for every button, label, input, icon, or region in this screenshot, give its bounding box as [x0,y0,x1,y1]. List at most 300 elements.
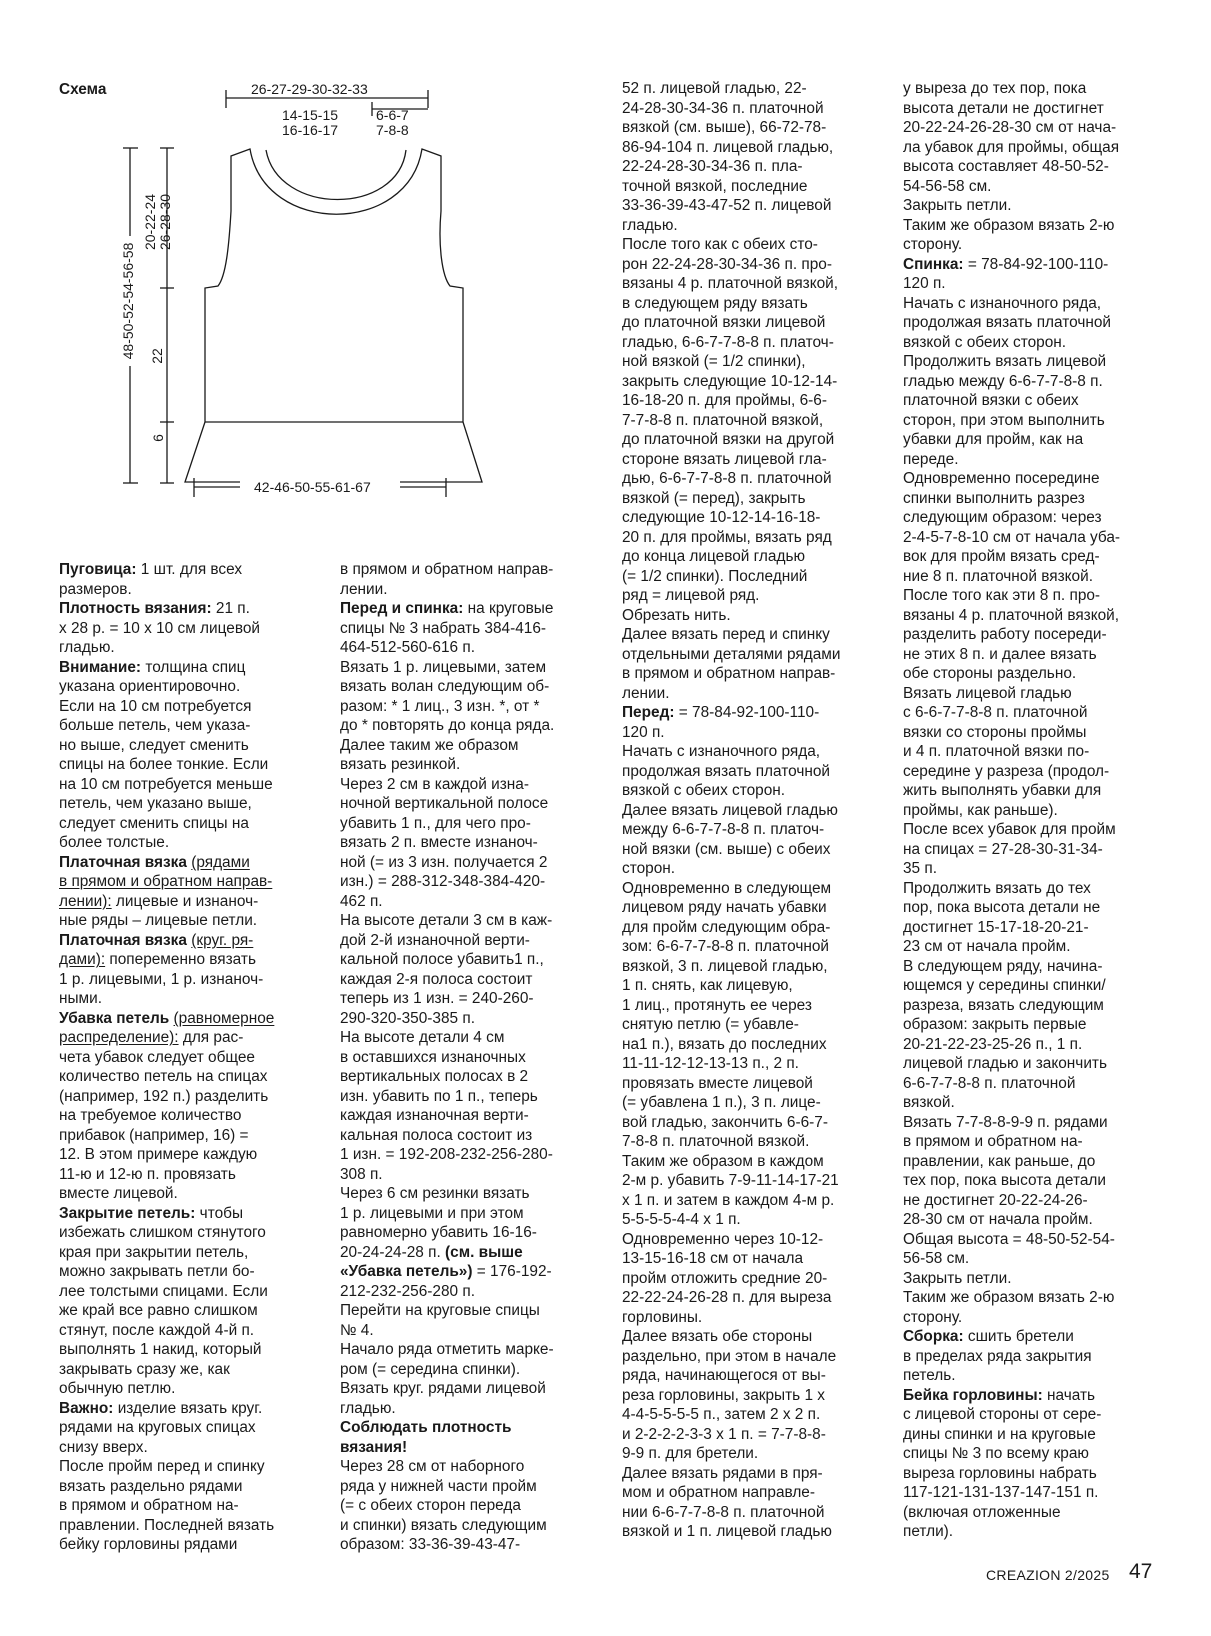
text-line: 212-232-256-280 п. [340,1282,475,1300]
text-line: высота составляет 48-50-52- [903,158,1109,175]
text-line: (включая отложенные [903,1503,1061,1521]
underlined-note: лении): [59,892,112,910]
diagram-title: Схема [59,81,107,98]
text-line: Вязать круг. рядами лицевой [340,1380,546,1397]
text-line [340,1438,590,1458]
text-line: спицы на более тонкие. Если [59,756,269,773]
text-span: сшить бретели [963,1328,1074,1345]
text-span: на круговые [463,600,554,617]
bottom-width-label: 42-46-50-55-61-67 [254,479,371,495]
text-line: лении. [340,580,388,598]
text-line: Начать с изнаночного ряда, [622,743,821,760]
text-line: гладью. [622,216,678,234]
text-line: сторону. [903,236,963,253]
text-line: зом: 6-6-7-7-8-8 п. платочной [622,938,830,955]
text-span: 1 шт. для всех [136,561,243,578]
text-line: 23 см от начала пройм. [903,938,1071,955]
text-line: 11-11-12-12-13-13 п., 2 п. [622,1055,799,1072]
text-line [59,931,314,951]
text-line [903,1327,1163,1347]
text-line: реза горловины, закрыть 1 х [622,1386,825,1404]
text-column-4 [903,79,1163,1542]
text-line: Одновременно посередине [903,470,1100,487]
text-line: но выше, следует сменить [59,736,249,754]
text-line: дины спинки и на круговые [903,1425,1096,1443]
text-line: теперь из 1 изн. = 240-260- [340,990,534,1007]
text-span: 21 п. [211,600,250,617]
text-line: лее толстыми спицами. Если [59,1282,268,1300]
text-line: Таким же образом в каждом [622,1152,824,1170]
text-line: между 6-6-7-7-8-8 п. платоч- [622,821,825,838]
bold-term: Убавка петель [59,1009,170,1027]
text-line: Общая высота = 48-50-52-54- [903,1230,1115,1248]
text-line: стянут, после каждой 4-й п. [59,1321,255,1339]
strap-width-label-1: 6-6-7 [376,107,409,123]
text-line [340,1418,590,1438]
text-line: до конца лицевой гладью [622,548,806,565]
text-line: на спицах = 27-28-30-31-34- [903,840,1103,858]
text-line [903,255,1163,275]
underlined-note: (рядами [191,853,250,871]
text-line: и спинки) вязать следующим [340,1516,547,1534]
body-height-label: 22 [149,348,165,364]
text-line: 117-121-131-137-147-151 п. [903,1484,1099,1501]
text-line: избежать слишком стянутого [59,1224,266,1241]
text-line: продолжая вязать платочной [903,314,1112,331]
text-line: 24-28-30-34-36 п. платочной [622,99,824,117]
text-line: не этих 8 п. и далее вязать [903,645,1097,663]
bold-term: Перед и спинка: [340,600,464,617]
text-line: Одновременно через 10-12- [622,1230,824,1248]
text-line: вязать резинкой. [340,756,461,773]
text-line: вязать раздельно рядами [59,1477,243,1495]
text-column-1 [59,560,314,1555]
text-line: закрыть следующие 10-12-14- [622,372,838,390]
text-line: у выреза до тех пор, пока [903,80,1087,97]
text-line: прибавок (например, 16) = [59,1126,249,1144]
neck-width-label-1: 14-15-15 [282,107,339,123]
text-line: Таким же образом вязать 2-ю [903,1289,1115,1306]
text-line: х 1 п. и затем в каждом 4-м р. [622,1191,835,1209]
text-line: После того как эти 8 п. про- [903,587,1101,604]
text-line: Вязать 7-7-8-8-9-9 п. рядами [903,1113,1108,1131]
text-line: (например, 192 п.) разделить [59,1087,269,1105]
text-span: 20-24-24-28 п. [340,1243,441,1261]
text-line: Таким же образом вязать 2-ю [903,216,1115,234]
text-line: правлении. Последней вязать [59,1516,275,1534]
text-line: Далее вязать рядами в пря- [622,1464,823,1482]
underlined-note: дами): [59,951,106,968]
armhole-height-label-1: 20-22-24 [142,193,158,251]
bold-term: Закрытие петель: [59,1204,196,1222]
text-line: Если на 10 см потребуется [59,697,252,715]
underlined-note: распределение): [59,1029,179,1046]
text-line: в следующем ряду вязать [622,294,808,312]
text-line: На высоте детали 3 см в каж- [340,912,553,929]
text-line: ла убавок для проймы, общая [903,138,1120,156]
text-span: попеременно вязать [105,951,256,968]
text-line: (= 1/2 спинки). Последний [622,567,808,585]
text-line: Далее таким же образом [340,736,519,754]
text-line: После того как с обеих сто- [622,236,818,253]
text-line: 1 р. лицевыми, 1 р. изнаноч- [59,970,264,988]
text-span: изделие вязать круг. [113,1399,263,1417]
neck-band [266,150,406,200]
text-line: вязкой с обеих сторон. [903,333,1067,351]
text-line: снятую петлю (= убавле- [622,1016,799,1033]
text-line: Далее вязать перед и спинку [622,626,830,643]
text-line: следующим образом: через [903,509,1102,526]
text-line: 1 п. снять, как лицевую, [622,977,793,994]
text-line: 56-58 см. [903,1250,970,1267]
text-line: дой 2-й изнаночной верти- [340,931,530,949]
text-line: образом: 33-36-39-43-47- [340,1536,521,1553]
text-line: вязать волан следующим об- [340,678,550,695]
schematic-diagram [110,76,490,516]
text-line: 290-320-350-385 п. [340,1009,475,1027]
text-line: вязкой с обеих сторон. [622,782,786,799]
text-line: вязать 2 п. вместе изнаноч- [340,834,538,851]
text-line: в пределах ряда закрытия [903,1347,1092,1365]
magazine-footer: CREAZION 2/2025 [986,1567,1110,1583]
text-line: ние 8 п. платочной вязкой. [903,567,1093,585]
text-line: После всех убавок для пройм [903,821,1116,838]
text-line [59,950,314,970]
text-line: равномерно убавить 16-16- [340,1224,537,1241]
bold-term: Платочная вязка [59,931,187,949]
text-line: и 2-2-2-2-3-3 х 1 п. = 7-7-8-8- [622,1425,826,1443]
text-line: 464-512-560-616 п. [340,639,475,656]
text-line: горловины. [622,1308,703,1326]
text-line: петли). [903,1523,954,1540]
text-line: чета убавок следует общее [59,1048,255,1066]
text-span: чтобы [195,1204,244,1222]
text-line: лицевой гладью и закончить [903,1055,1107,1072]
text-line: высота детали не достигнет [903,99,1104,117]
text-line: После пройм перед и спинку [59,1458,265,1475]
text-line [59,1009,314,1029]
text-line: Продолжить вязать до тех [903,879,1091,897]
text-line: платочной вязки с обеих [903,392,1079,409]
text-line: ющемся у середины спинки/ [903,977,1106,994]
underlined-note: в прямом и обратном направ- [59,873,273,890]
page-number: 47 [1129,1560,1153,1583]
text-line: края при закрытии петель, [59,1243,249,1261]
text-line: ряда, начинающегося от вы- [622,1367,826,1384]
text-line: выполнять 1 накид, который [59,1341,262,1358]
text-line: можно закрывать петли бо- [59,1263,255,1280]
text-span: = 78-84-92-100-110- [963,255,1109,273]
text-line: ной вязкой (= 1/2 спинки), [622,353,806,370]
text-line: ром (= середина спинки). [340,1360,521,1378]
text-line: отдельными деталями рядами [622,645,841,663]
text-line: изн. убавить по 1 п., теперь [340,1087,538,1105]
bold-term: «Убавка петель») [340,1263,473,1280]
text-line: более толстые. [59,834,170,851]
text-line: 2-4-5-7-8-10 см от начала уба- [903,528,1121,546]
text-line: ряд = лицевой ряд. [622,587,760,604]
text-line: петель, чем указано выше, [59,795,252,812]
text-line: № 4. [340,1321,374,1339]
text-line: мом и обратном направле- [622,1484,815,1501]
text-line: до платочной вязки на другой [622,431,835,448]
text-line: Обрезать нить. [622,606,731,624]
text-line: ряда у нижней части пройм [340,1477,537,1495]
text-line: вязкой (см. выше), 66-72-78- [622,119,827,136]
text-line: 462 п. [340,892,383,910]
text-line: Через 28 см от наборного [340,1458,525,1475]
text-line: снизу вверх. [59,1438,148,1456]
bold-term: вязания! [340,1438,408,1456]
text-line: проймы, как раньше). [903,801,1058,819]
text-line: достигнет 15-17-18-20-21- [903,918,1089,936]
bold-term: Спинка: [903,255,964,273]
bold-term: Плотность вязания: [59,600,212,617]
text-line: Начать с изнаночного ряда, [903,294,1102,312]
text-line: ной (= из 3 изн. получается 2 [340,853,548,871]
text-line: 20-22-24-26-28-30 см от нача- [903,119,1117,136]
text-line: 86-94-104 п. лицевой гладью, [622,138,834,156]
text-line: Одновременно в следующем [622,879,832,897]
text-line: Далее вязать обе стороны [622,1328,813,1345]
text-line: до * повторять до конца ряда. [340,717,555,734]
text-column-3 [622,79,882,1542]
text-line: пор, пока высота детали не [903,899,1101,916]
text-line: гладью. [340,1399,396,1417]
text-line: разом: * 1 лиц., 3 изн. *, от * [340,697,540,715]
text-line: 22-24-28-30-34-36 п. пла- [622,158,803,175]
text-line: ные ряды – лицевые петли. [59,912,258,929]
text-line: 11-ю и 12-ю п. провязать [59,1165,236,1183]
text-line: 22-22-24-26-28 п. для выреза [622,1289,832,1306]
text-line: бейку горловины рядами [59,1536,238,1553]
text-line: (= убавлена 1 п.), 3 п. лице- [622,1094,821,1111]
text-line: больше петель, чем указа- [59,717,251,734]
text-line: с лицевой стороны от сере- [903,1406,1102,1423]
text-line: для пройм следующим обра- [622,918,831,936]
text-line: следует сменить спицы на [59,814,249,832]
text-line: в прямом и обратном на- [903,1133,1083,1150]
text-line: разреза, вязать следующим [903,996,1104,1014]
bold-term: Соблюдать плотность [340,1419,512,1436]
text-line: каждая 2-я полоса состоит [340,970,533,988]
text-line [59,872,314,892]
bold-term: Внимание: [59,658,142,676]
text-line: 12. В этом примере каждую [59,1146,258,1163]
text-line: Вязать лицевой гладью [903,684,1072,702]
text-line: нии 6-6-7-7-8-8 п. платочной [622,1503,825,1521]
text-line: 1 лиц., протянуть ее через [622,996,812,1014]
text-line: вязки со стороны проймы [903,723,1087,741]
text-line: на требуемое количество [59,1107,242,1124]
text-line [622,703,882,723]
text-line: переде. [903,450,959,468]
text-line: х 28 р. = 10 х 10 см лицевой [59,619,260,637]
strap-width-label-2: 7-8-8 [376,122,409,138]
text-line: 9-9 п. для бретели. [622,1445,759,1462]
text-line: Далее вязать лицевой гладью [622,801,838,819]
text-line: же край все равно слишком [59,1302,258,1319]
text-line: Вязать 1 р. лицевыми, затем [340,658,547,676]
text-line: не достигнет 20-22-24-26- [903,1191,1088,1209]
text-line: середине у разреза (продол- [903,762,1110,780]
text-line: раздельно, при этом в начале [622,1347,837,1365]
text-line: кальная полоса состоит из [340,1126,533,1144]
text-line: Закрыть петли. [903,1269,1012,1287]
text-line: тех пор, пока высота детали [903,1172,1106,1189]
text-line: 16-18-20 п. для проймы, 6-6- [622,392,827,409]
text-line: размеров. [59,580,132,598]
ruffle-height-label: 6 [150,434,166,442]
text-line: Через 2 см в каждой изна- [340,775,529,793]
text-line: с 6-6-7-7-8-8 п. платочной [903,704,1088,721]
text-line: каждая изнаночная верти- [340,1107,529,1124]
text-line: 1 р. лицевыми и при этом [340,1204,524,1222]
text-line: обычную петлю. [59,1380,176,1397]
text-line: сторону. [903,1308,963,1326]
text-line: в прямом и обратном на- [59,1497,239,1514]
text-line [59,658,314,678]
text-line: вок для пройм вязать сред- [903,548,1100,565]
top-width-label: 26-27-29-30-32-33 [251,81,368,97]
text-line: до платочной вязки лицевой [622,314,826,331]
text-line: на 10 см потребуется меньше [59,775,273,793]
text-line: и 4 п. платочной вязки по- [903,743,1090,760]
underlined-note: (круг. ря- [191,931,254,949]
text-line: жить выполнять убавки для [903,782,1102,799]
text-line: 6-6-7-7-8-8 п. платочной [903,1074,1076,1092]
text-line [59,1028,314,1048]
text-span: = 78-84-92-100-110- [674,704,820,721]
text-span: для рас- [178,1029,244,1046]
bold-term: Важно: [59,1399,114,1417]
text-line: вой гладью, закончить 6-6-7- [622,1113,828,1131]
text-line: петель. [903,1367,956,1384]
text-line [59,892,314,912]
text-line: убавить 1 п., для чего про- [340,814,531,832]
text-line: сторон, при этом выполнить [903,411,1105,429]
text-line: рядами на круговых спицах [59,1419,256,1436]
text-line [59,560,314,580]
text-line: гладью, 6-6-7-7-8-8 п. платоч- [622,333,834,351]
text-line: вязаны 4 р. платочной вязкой, [903,606,1120,624]
text-line: 1 изн. = 192-208-232-256-280- [340,1146,553,1163]
text-line: продолжая вязать платочной [622,762,831,780]
text-line: Через 6 см резинки вязать [340,1185,530,1202]
text-line: образом: закрыть первые [903,1016,1087,1033]
text-line: 52 п. лицевой гладью, 22- [622,80,807,97]
text-span: лицевые и изнаноч- [111,892,259,910]
text-line [340,1243,590,1263]
text-line: закрывать сразу же, как [59,1360,230,1378]
text-line: в оставшихся изнаночных [340,1048,526,1066]
text-line: в прямом и обратном направ- [340,561,554,578]
armhole-height-label-2: 26-28-30 [157,193,173,251]
bold-term: Сборка: [903,1328,964,1345]
text-line: лицевом ряду начать убавки [622,899,827,916]
text-line: ными. [59,990,103,1007]
text-line: 7-7-8-8 п. платочной вязкой, [622,411,824,429]
text-line [340,1262,590,1282]
text-line: На высоте детали 4 см [340,1029,505,1046]
text-line: точной вязкой, последние [622,177,808,195]
text-line: 35 п. [903,860,938,877]
text-line: убавки для пройм, как на [903,431,1084,448]
text-line: стороне вязать лицевой гла- [622,450,827,468]
text-line: 7-8-8 п. платочной вязкой. [622,1133,810,1150]
text-line: 308 п. [340,1165,383,1183]
text-span: начать [1042,1386,1096,1404]
text-line [59,599,314,619]
text-line [59,1399,314,1419]
text-span: = 176-192- [472,1263,552,1280]
text-line: 120 п. [903,275,946,292]
text-line: вязкой (= перед), закрыть [622,489,806,507]
text-line: вертикальных полосах в 2 [340,1068,529,1085]
text-line: 28-30 см от начала пройм. [903,1211,1093,1228]
text-line: Закрыть петли. [903,197,1012,214]
neck-width-label-2: 16-16-17 [282,122,339,138]
text-line: 4-4-5-5-5-5 п., затем 2 х 2 п. [622,1406,821,1423]
text-line: (= с обеих сторон переда [340,1497,521,1514]
text-line: ной вязки (см. выше) с обеих [622,840,831,858]
underlined-note: (равномерное [173,1009,275,1027]
text-line: 5-5-5-5-4-4 х 1 п. [622,1211,741,1228]
text-line: 120 п. [622,723,665,741]
text-line: гладью между 6-6-7-7-8-8 п. [903,372,1103,390]
text-line: следующие 10-12-14-16-18- [622,509,821,526]
bold-term: Перед: [622,704,675,721]
bold-term: Платочная вязка [59,853,187,871]
text-line [59,1204,314,1224]
text-line: выреза горловины набрать [903,1464,1097,1482]
text-line: вязаны 4 р. платочной вязкой, [622,275,839,292]
text-line: 2-м р. убавить 7-9-11-14-17-21 [622,1172,839,1189]
text-line: спицы № 3 по всему краю [903,1445,1089,1462]
text-line: вместе лицевой. [59,1185,178,1202]
text-line [340,599,590,619]
text-line: разделить работу посереди- [903,626,1107,643]
text-line: В следующем ряду, начина- [903,957,1103,975]
text-span: толщина спиц [141,658,246,676]
text-line: количество петель на спицах [59,1068,268,1085]
text-line: пройм отложить средние 20- [622,1269,828,1287]
text-line: 33-36-39-43-47-52 п. лицевой [622,197,832,214]
text-line: дью, 6-6-7-7-8-8 п. платочной [622,470,832,487]
text-line: 20-21-22-23-25-26 п., 1 п. [903,1035,1083,1053]
text-line: гладью. [59,639,115,656]
text-line: спинки выполнить разрез [903,489,1085,507]
text-line: провязать вместе лицевой [622,1074,813,1092]
text-line: кальной полосе убавить1 п., [340,951,544,968]
text-line: спицы № 3 набрать 384-416- [340,619,547,637]
text-line: сторон. [622,860,676,877]
text-line [903,1386,1163,1406]
text-line: в прямом и обратном направ- [622,665,836,682]
total-height-label: 48-50-52-54-56-58 [120,242,136,360]
text-line: рон 22-24-28-30-34-36 п. про- [622,255,832,273]
text-line: Продолжить вязать лицевой [903,353,1107,370]
text-line [59,853,314,873]
text-line: обе стороны раздельно. [903,665,1077,682]
text-line: 20 п. для проймы, вязать ряд [622,528,832,546]
text-line: Начало ряда отметить марке- [340,1341,554,1358]
text-line: вязкой. [903,1094,955,1111]
bold-term: Бейка горловины: [903,1386,1043,1404]
text-line: лении. [622,684,670,702]
text-line: на1 п.), вязать до последних [622,1035,827,1053]
bold-term: Пуговица: [59,561,137,578]
